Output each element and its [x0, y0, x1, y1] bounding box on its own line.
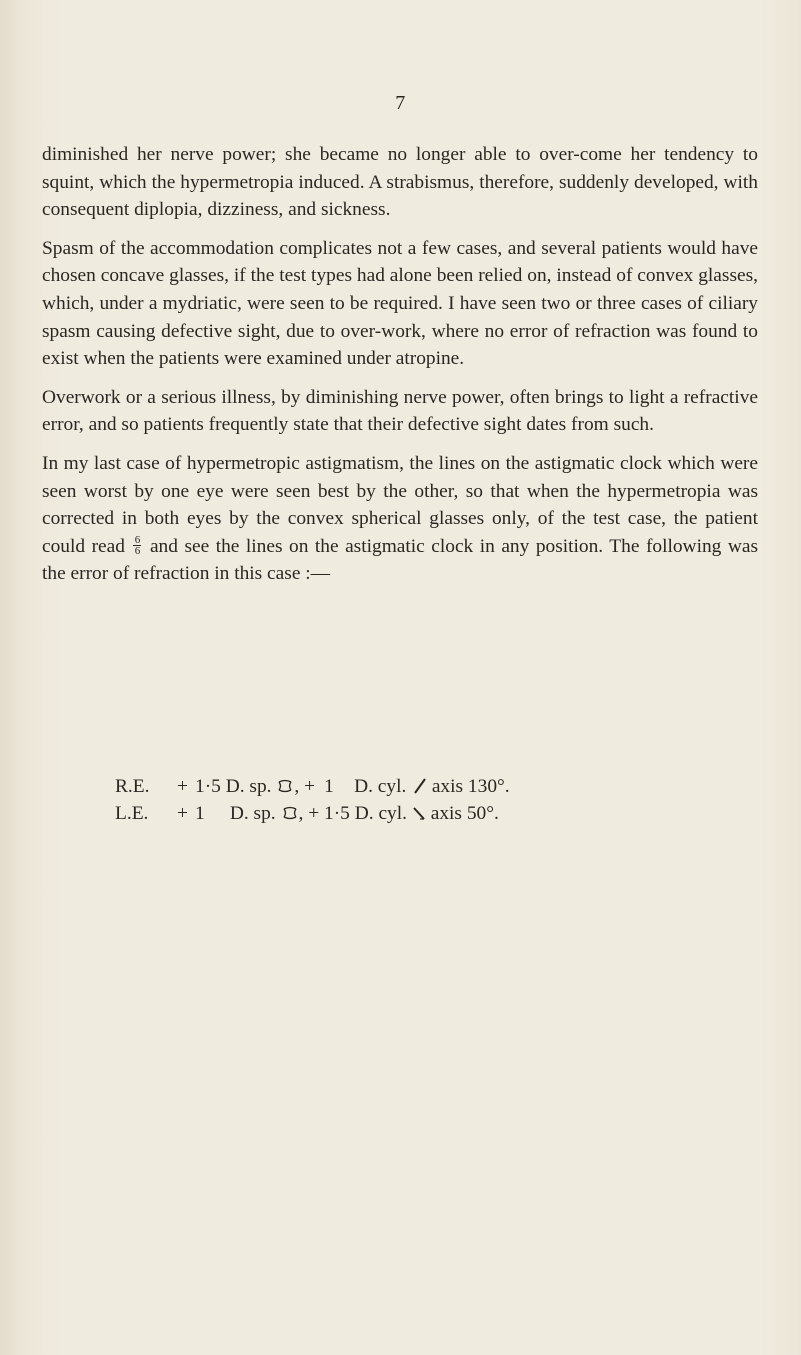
- cyl-sign: +: [308, 803, 320, 824]
- sphere-unit: D. sp.: [225, 776, 272, 797]
- page-number: 7: [395, 92, 406, 114]
- fraction-numerator: 6: [134, 533, 141, 546]
- sphere-sign: +: [177, 776, 188, 797]
- axis-value: 130°.: [467, 776, 510, 797]
- eye-label: L.E.: [115, 803, 149, 824]
- axis-label: axis: [431, 776, 464, 797]
- axis-backslash-icon: [412, 803, 426, 825]
- axis-value: 50°.: [466, 803, 499, 824]
- paragraph-4-before: In my last case of hypermetropic astigmatism, the lines on the astigmatic clock which were seen worst by one eye were seen best by the other, so that when the hypermetropia was corrected in both eyes by the convex spherical glasses only, of the test case, the patient could read: [42, 452, 758, 557]
- sphere-value: 1: [195, 803, 205, 824]
- cyl-unit: D. cyl.: [354, 803, 407, 824]
- cyl-value: 1: [324, 776, 334, 797]
- body-text: [42, 141, 758, 599]
- cyl-value: 1·5: [324, 803, 350, 824]
- cyl-unit: D. cyl.: [354, 776, 407, 797]
- axis-slash-icon: [413, 776, 427, 798]
- eye-label: R.E.: [115, 776, 150, 797]
- prescription-row-right-eye: R.E. + 1·5 D. sp. , + 1 D. cyl. axis 130°.: [115, 776, 510, 797]
- paragraph-4: [42, 450, 758, 588]
- axis-label: axis: [430, 803, 462, 824]
- sphere-sign: +: [177, 803, 188, 824]
- combined-lens-icon: [281, 803, 299, 825]
- fraction-six-sixths: [133, 535, 141, 556]
- cyl-sign: +: [304, 776, 316, 797]
- paragraph-4-after: and see the lines on the astigmatic clock in any position. The following was the error of refraction in this case :—: [42, 535, 758, 585]
- paragraph-2: Spasm of the accommodation complicates not a few cases, and several patients would have chosen concave glasses, if the test types had alone been relied on, instead of convex glasses, which, under a mydriatic, were seen to be required. I have seen two or three cases of ciliary spasm causing defective sight, due to over-work, where no error of refraction was found to exist when the patients were examined under atropine.: [42, 237, 758, 370]
- paragraph-3: Overwork or a serious illness, by diminishing nerve power, often brings to light a refractive error, and so patients frequently state that their defective sight dates from such.: [42, 386, 758, 436]
- sphere-unit: D. sp.: [229, 803, 276, 824]
- paragraph-1: diminished her nerve power; she became no longer able to over-come her tendency to squint, which the hypermetropia induced. A strabismus, therefore, suddenly developed, with consequent diplopia, dizziness, and sickness.: [42, 144, 758, 221]
- sphere-value: 1·5: [195, 776, 221, 797]
- fraction-denominator: 6: [134, 544, 141, 557]
- prescription-row-left-eye: L.E. + 1 D. sp. , + 1·5 D. cyl. axis 50°.: [115, 803, 499, 824]
- combined-lens-icon: [276, 776, 294, 798]
